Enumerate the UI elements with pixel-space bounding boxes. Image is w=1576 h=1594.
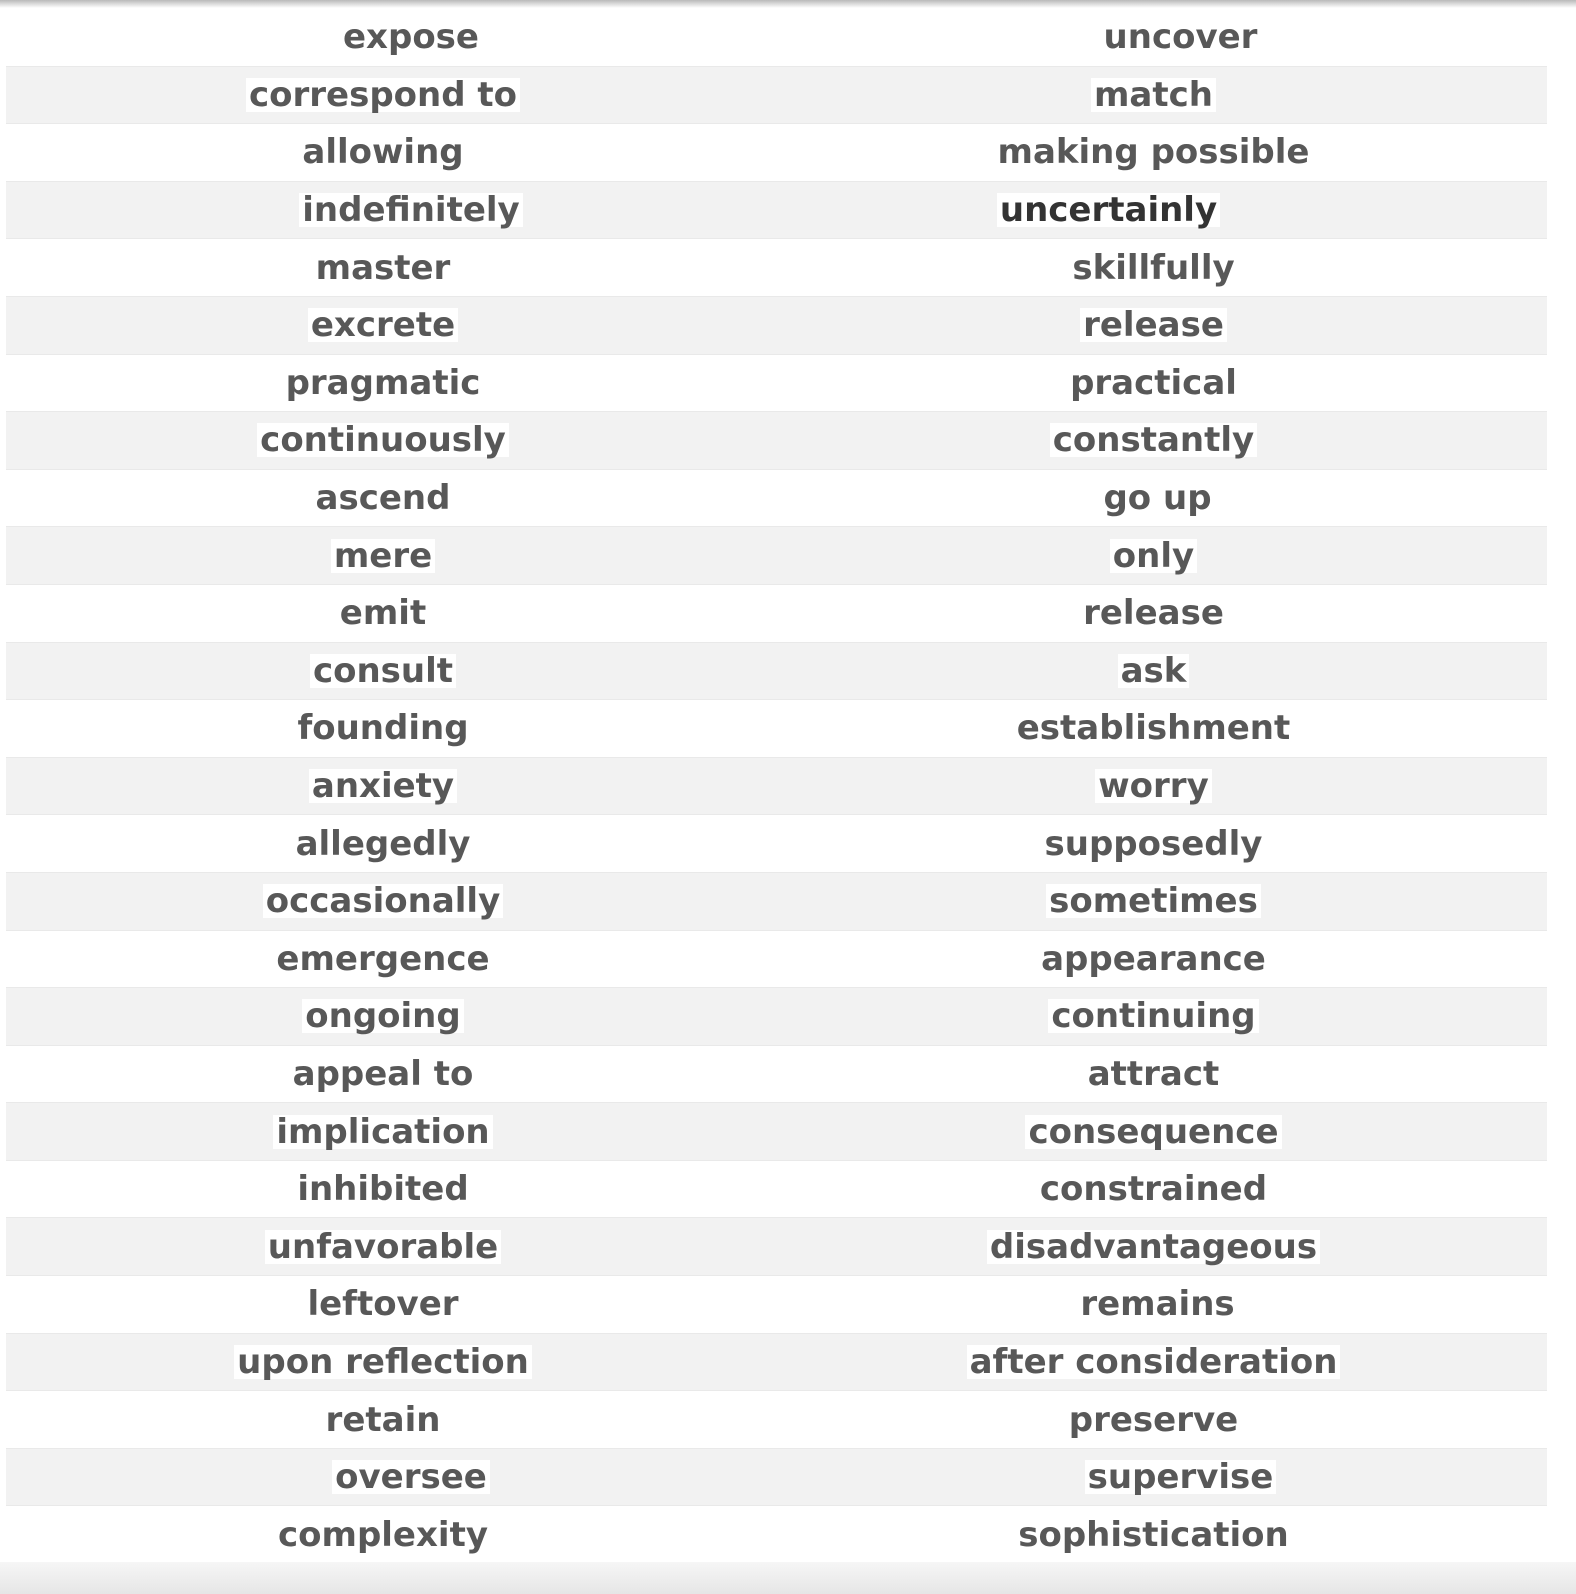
synonym-text: consequence: [1025, 1115, 1281, 1149]
table-row: [6, 1334, 1547, 1392]
table-row: [6, 643, 1547, 701]
table-row: [6, 815, 1547, 873]
synonym-text: go up: [1103, 478, 1212, 519]
synonym-cell: [760, 1053, 1547, 1094]
synonym-cell: [760, 478, 1547, 519]
synonym-cell: [760, 650, 1547, 691]
synonym-text: practical: [1070, 362, 1237, 403]
word-cell: [6, 74, 760, 115]
table-row: [6, 988, 1547, 1046]
table-row: [6, 1391, 1547, 1449]
synonym-cell: [760, 132, 1547, 173]
word-cell: [6, 881, 760, 922]
synonym-text: establishment: [1016, 708, 1291, 749]
word-cell: [6, 305, 760, 346]
word-cell: [6, 362, 760, 403]
word-cell: [6, 650, 760, 691]
word-text: indefinitely: [299, 193, 522, 227]
synonym-cell: [760, 190, 1547, 231]
word-text: upon reflection: [234, 1345, 532, 1379]
synonym-cell: [760, 1399, 1547, 1440]
synonym-text: making possible: [997, 132, 1310, 173]
word-cell: [6, 420, 760, 461]
word-text: inhibited: [297, 1169, 469, 1210]
word-cell: [6, 1514, 760, 1555]
synonym-cell: [760, 938, 1547, 979]
table-row: [6, 297, 1547, 355]
table-row: [6, 931, 1547, 989]
table-row: [6, 1161, 1547, 1219]
synonym-cell: [760, 996, 1547, 1037]
word-text: oversee: [332, 1460, 490, 1494]
synonym-text: sophistication: [1018, 1514, 1289, 1555]
word-text: implication: [273, 1115, 492, 1149]
word-cell: [6, 938, 760, 979]
word-cell: [6, 535, 760, 576]
table-row: [6, 1276, 1547, 1334]
synonym-cell: [760, 1457, 1547, 1498]
word-text: mere: [331, 539, 435, 573]
synonym-text: disadvantageous: [987, 1230, 1320, 1264]
word-cell: [6, 1399, 760, 1440]
synonym-text: constantly: [1050, 423, 1257, 457]
synonym-cell: [760, 1341, 1547, 1382]
word-text: excrete: [308, 308, 458, 342]
table-row: [6, 355, 1547, 413]
synonym-cell: [760, 766, 1547, 807]
word-text: retain: [325, 1399, 441, 1440]
synonym-cell: [760, 247, 1547, 288]
synonym-cell: [760, 362, 1547, 403]
word-cell: [6, 247, 760, 288]
word-text: complexity: [278, 1514, 488, 1555]
synonym-cell: [760, 593, 1547, 634]
word-text: ongoing: [302, 999, 463, 1033]
word-text: anxiety: [309, 769, 457, 803]
word-text: appeal to: [292, 1053, 474, 1094]
vocabulary-table: [6, 9, 1547, 1564]
synonym-text: uncover: [1103, 17, 1258, 58]
word-cell: [6, 478, 760, 519]
synonym-cell: [760, 305, 1547, 346]
top-edge-shadow: [0, 0, 1576, 8]
word-cell: [6, 1111, 760, 1152]
table-row: [6, 1506, 1547, 1564]
table-row: [6, 124, 1547, 182]
table-row: [6, 1046, 1547, 1104]
synonym-text: uncertainly: [997, 193, 1220, 227]
synonym-cell: [760, 823, 1547, 864]
word-text: correspond to: [246, 78, 520, 112]
synonym-cell: [760, 881, 1547, 922]
word-cell: [6, 17, 760, 58]
table-row: [6, 470, 1547, 528]
synonym-text: match: [1091, 78, 1216, 112]
synonym-text: appearance: [1041, 938, 1266, 979]
synonym-text: supervise: [1085, 1460, 1277, 1494]
synonym-cell: [760, 535, 1547, 576]
table-row: [6, 239, 1547, 297]
word-cell: [6, 1169, 760, 1210]
word-text: continuously: [257, 423, 509, 457]
synonym-cell: [760, 1226, 1547, 1267]
synonym-text: only: [1110, 539, 1197, 573]
word-cell: [6, 996, 760, 1037]
synonym-text: release: [1083, 593, 1224, 634]
word-cell: [6, 708, 760, 749]
table-row: [6, 9, 1547, 67]
word-text: emit: [339, 593, 427, 634]
synonym-cell: [760, 17, 1547, 58]
synonym-text: worry: [1095, 769, 1211, 803]
table-row: [6, 585, 1547, 643]
synonym-text: release: [1080, 308, 1227, 342]
table-row: [6, 1218, 1547, 1276]
word-cell: [6, 1284, 760, 1325]
synonym-cell: [760, 1284, 1547, 1325]
word-cell: [6, 1457, 760, 1498]
word-cell: [6, 1341, 760, 1382]
word-cell: [6, 132, 760, 173]
word-text: pragmatic: [285, 362, 481, 403]
synonym-text: constrained: [1039, 1169, 1268, 1210]
table-row: [6, 182, 1547, 240]
synonym-cell: [760, 1514, 1547, 1555]
synonym-cell: [760, 420, 1547, 461]
table-row: [6, 412, 1547, 470]
synonym-cell: [760, 1169, 1547, 1210]
word-cell: [6, 190, 760, 231]
synonym-text: after consideration: [967, 1345, 1341, 1379]
synonym-text: ask: [1118, 654, 1190, 688]
table-row: [6, 873, 1547, 931]
word-text: allowing: [302, 132, 464, 173]
synonym-text: continuing: [1048, 999, 1258, 1033]
synonym-text: sometimes: [1046, 884, 1261, 918]
table-row: [6, 758, 1547, 816]
table-row: [6, 1449, 1547, 1507]
synonym-text: skillfully: [1072, 247, 1235, 288]
word-text: occasionally: [263, 884, 503, 918]
synonym-text: attract: [1087, 1053, 1220, 1094]
synonym-text: remains: [1080, 1284, 1235, 1325]
word-cell: [6, 823, 760, 864]
word-cell: [6, 766, 760, 807]
synonym-text: preserve: [1068, 1399, 1239, 1440]
word-text: ascend: [315, 478, 451, 519]
synonym-text: supposedly: [1044, 823, 1263, 864]
word-cell: [6, 1053, 760, 1094]
word-text: leftover: [307, 1284, 459, 1325]
word-cell: [6, 1226, 760, 1267]
bottom-edge-shadow: [0, 1562, 1576, 1594]
table-row: [6, 67, 1547, 125]
word-text: emergence: [276, 938, 490, 979]
synonym-cell: [760, 74, 1547, 115]
table-row: [6, 700, 1547, 758]
word-text: founding: [297, 708, 469, 749]
synonym-cell: [760, 1111, 1547, 1152]
word-text: unfavorable: [265, 1230, 501, 1264]
synonym-cell: [760, 708, 1547, 749]
word-text: allegedly: [295, 823, 471, 864]
word-text: master: [315, 247, 451, 288]
table-row: [6, 527, 1547, 585]
word-cell: [6, 593, 760, 634]
word-text: expose: [343, 17, 479, 58]
word-text: consult: [310, 654, 456, 688]
table-row: [6, 1103, 1547, 1161]
